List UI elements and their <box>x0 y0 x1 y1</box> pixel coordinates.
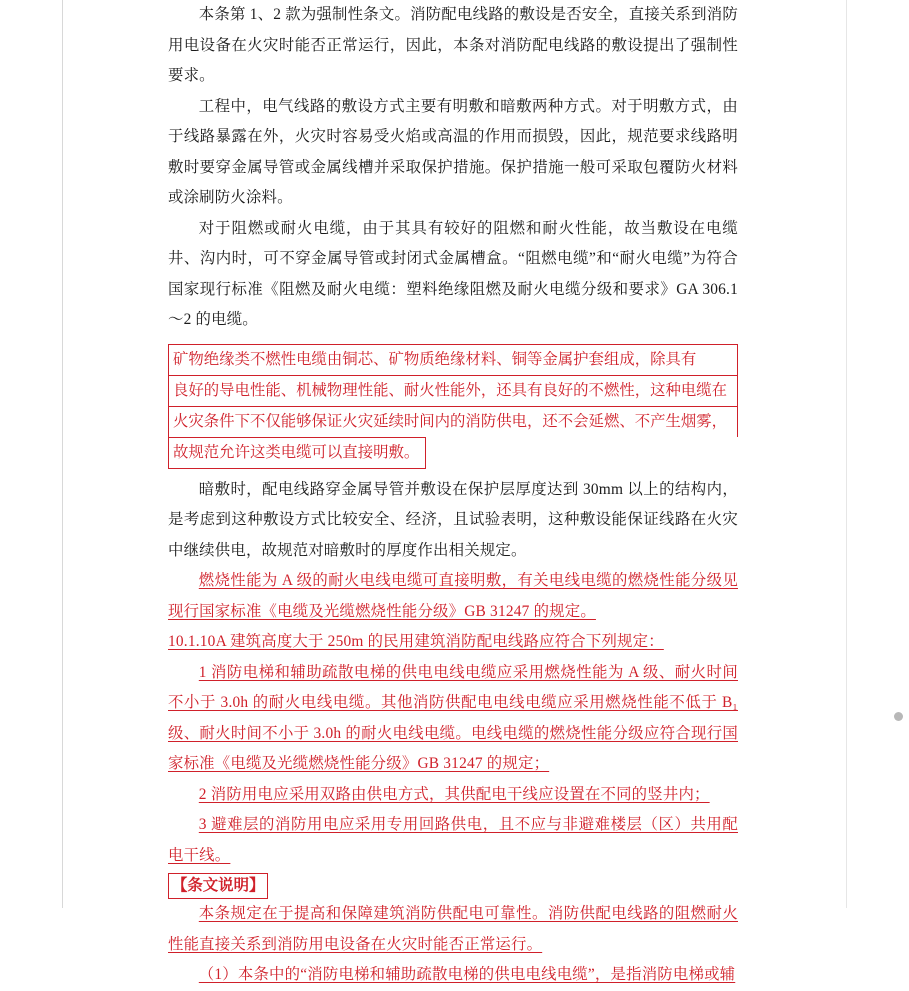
explanation-paragraph-1: 本条规定在于提高和保障建筑消防供配电可靠性。消防供配电线路的阻燃耐火性能直接关系到消防用电设备在火灾时能否正常运行。 <box>168 905 738 953</box>
paragraph-3: 对于阻燃或耐火电缆，由于其具有较好的阻燃和耐火性能，故当敷设在电缆井、沟内时，可不穿金属导管或封闭式金属槽盒。“阻燃电缆”和“耐火电缆”为符合国家现行标准《阻燃及耐火电缆：塑料绝缘阻燃及耐火电缆分级和要求》GA 306.1～2 的电缆。 <box>168 219 738 328</box>
highlighted-box-line: 矿物绝缘类不燃性电缆由铜芯、矿物质绝缘材料、铜等金属护套组成，除具有 <box>168 344 738 375</box>
highlighted-box-line: 火灾条件下不仅能够保证火灾延续时间内的消防供电，还不会延燃、不产生烟雾， <box>168 406 738 437</box>
highlighted-box-line: 故规范允许这类电缆可以直接明敷。 <box>168 437 426 469</box>
paragraph-2: 工程中，电气线路的敷设方式主要有明敷和暗敷两种方式。对于明敷方式，由于线路暴露在外，火灾时容易受火焰或高温的作用而损毁，因此，规范要求线路明敷时要穿金属导管或金属线槽并采取保护措施。保护措施一般可采取包覆防火材料或涂刷防火涂料。 <box>168 97 738 206</box>
clause-item-2: 2 消防用电应采用双路由供电方式，其供配电干线应设置在不同的竖井内； <box>198 785 710 803</box>
highlighted-box <box>168 344 738 469</box>
document-content <box>168 0 738 991</box>
explanation-paragraph-2: （1）本条中的“消防电梯和辅助疏散电梯的供电电线电缆”，是指消防电梯或辅 <box>198 966 736 983</box>
red-paragraph-1: 燃烧性能为 A 级的耐火电线电缆可直接明敷，有关电线电缆的燃烧性能分级见现行国家标准《电缆及光缆燃烧性能分级》GB 31247 的规定。 <box>168 572 738 620</box>
clause-item-1: 1 消防电梯和辅助疏散电梯的供电电线电缆应采用燃烧性能为 A 级、耐火时间不小于 3.0h 的耐火电线电缆。其他消防供配电电线电缆应采用燃烧性能不低于 B₁ 级、耐火时间不小于 3.0h 的耐火电线电缆。电线电缆的燃烧性能分级应符合现行国家标准《电缆及光缆燃烧性能分级》GB 31247 的规定； <box>168 663 738 772</box>
section-title: 【条文说明】 <box>168 873 268 899</box>
clause-item-3: 3 避难层的消防用电应采用专用回路供电，且不应与非避难楼层（区）共用配电干线。 <box>168 816 738 864</box>
paragraph-4: 暗敷时，配电线路穿金属导管并敷设在保护层厚度达到 30mm 以上的结构内，是考虑到这种敷设方式比较安全、经济，且试验表明，这种敷设能保证线路在火灾中继续供电，故规范对暗敷时的厚度作出相关规定。 <box>168 480 738 559</box>
page-right-margin-rule <box>846 0 847 908</box>
paragraph-1: 本条第 1、2 款为强制性条文。消防配电线路的敷设是否安全，直接关系到消防用电设备在火灾时能否正常运行，因此，本条对消防配电线路的敷设提出了强制性要求。 <box>168 6 738 84</box>
scroll-indicator-dot[interactable] <box>894 712 903 721</box>
page-left-margin-rule <box>62 0 63 908</box>
clause-10-1-10a-heading: 10.1.10A 建筑高度大于 250m 的民用建筑消防配电线路应符合下列规定： <box>168 633 664 650</box>
section-title-wrap <box>168 871 738 899</box>
highlighted-box-line: 良好的导电性能、机械物理性能、耐火性能外，还具有良好的不燃性，这种电缆在 <box>168 375 738 406</box>
